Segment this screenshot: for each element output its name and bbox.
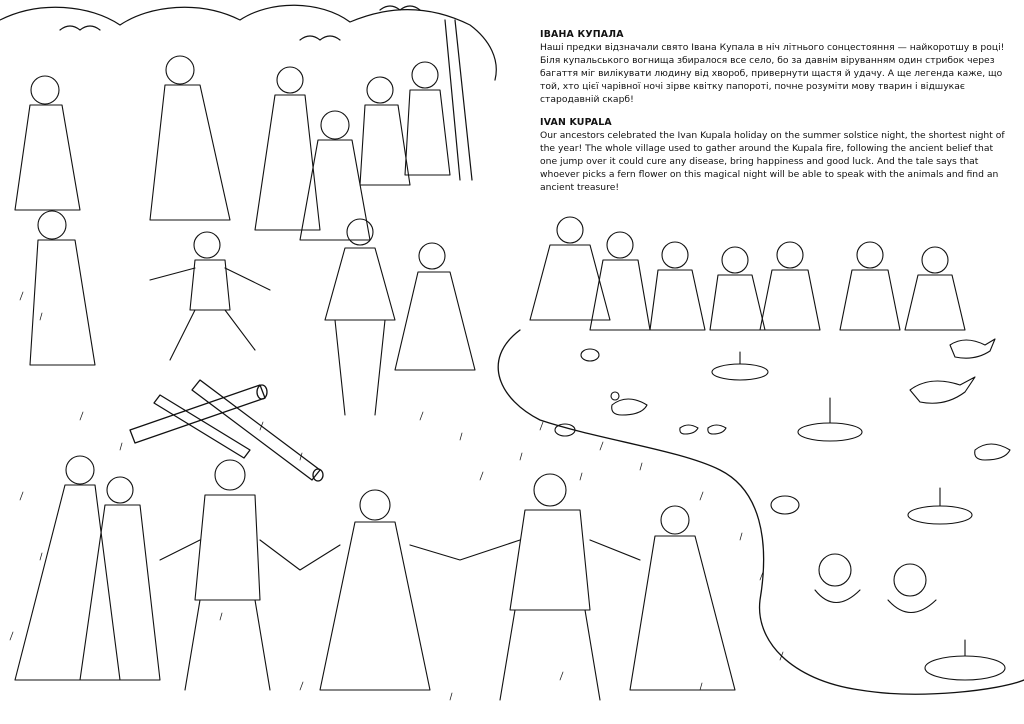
villagers-group-top (15, 56, 450, 240)
body-english: Our ancestors celebrated the Ivan Kupala holiday on the summer solstice night, the shortest night of the year! The whole village used to gather around the Kupala fire, following the ancient belief that one jump over it could cure any disease, bring happiness and good luck. And the tale says that whoever picks a fern flower on this magical night will be able to speak with the animals and find an ancient treasure! (540, 130, 1005, 193)
dancers-middle (30, 211, 475, 415)
ducks-on-water (611, 339, 1010, 460)
round-dance (15, 456, 735, 700)
grass-field (10, 292, 783, 700)
floating-wreaths (712, 352, 1005, 680)
title-ukrainian: ІВАНА КУПАЛА (540, 29, 624, 40)
river-bank (498, 330, 1024, 694)
article-text (540, 28, 1010, 204)
body-ukrainian: Наші предки відзначали свято Івана Купала в ніч літнього сонцестояння — найкоротшу в році! Біля купальського вогнища збиралося все село, бо за давнім віруванням один стрибок через багаття міг вилікувати людину від хвороб, привернути щастя й удачу. А ще легенда каже, що той, хто цієї чарівної ночі зірве квітку папороті, почне розуміти мову тварин і відшукає стародавній скарб! (540, 42, 1005, 105)
frog-and-stones (555, 349, 799, 514)
title-english: IVAN KUPALA (540, 117, 612, 128)
mermaids-in-water (815, 554, 936, 613)
girls-weaving-wreaths (530, 217, 965, 330)
tree-canopy (0, 5, 496, 180)
bonfire-logs (130, 380, 323, 481)
